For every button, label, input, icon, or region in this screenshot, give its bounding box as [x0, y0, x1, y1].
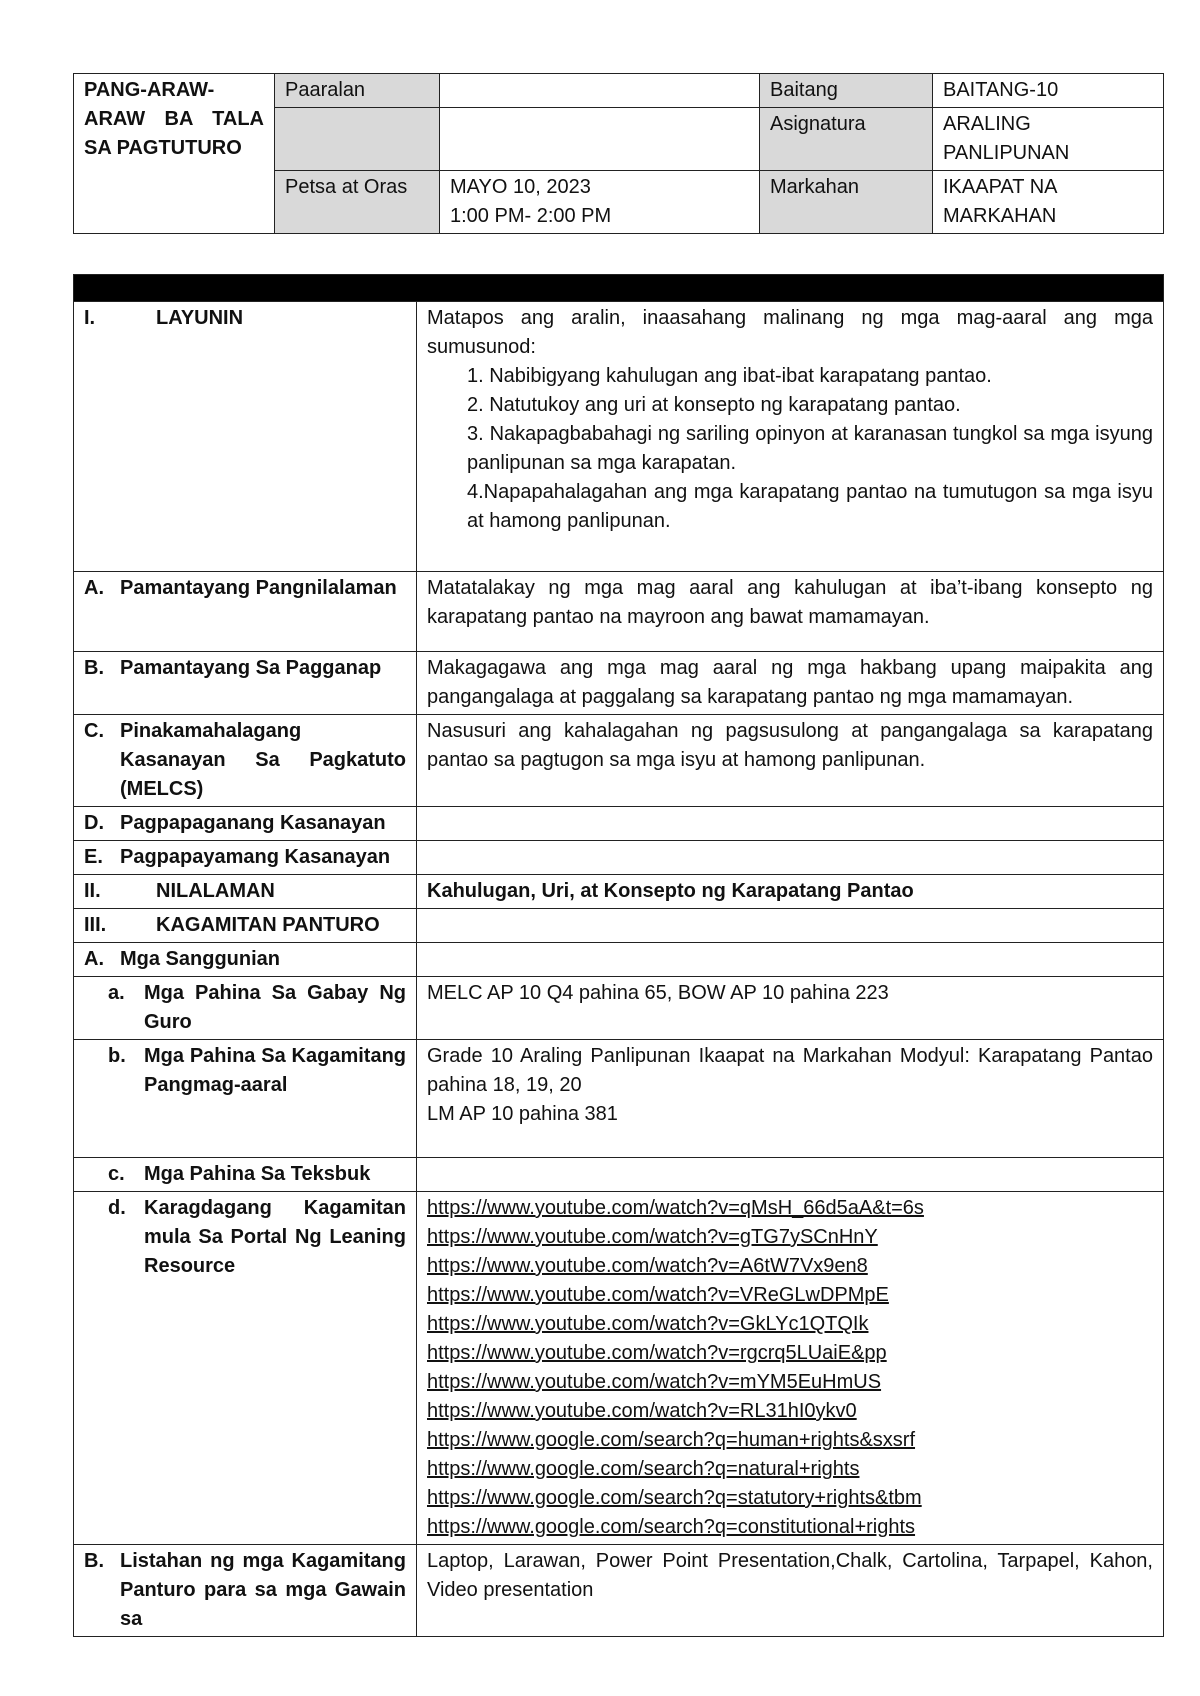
objective-item: 4.Napapahalagahan ang mga karapatang pantao na tumutugon sa mga isyu at hamong panlipunan. — [467, 481, 1153, 532]
kagamitan-label: KAGAMITAN PANTURO — [156, 914, 380, 936]
sub-label: Mga Pahina Sa Kagamitang Pangmag-aaral — [144, 1045, 406, 1096]
row-label: Pagpapayamang Kasanayan — [120, 846, 391, 868]
resource-link[interactable]: https://www.google.com/search?q=constitutional+rights — [427, 1516, 916, 1538]
row-c-value: Nasusuri ang kahalagahan ng pagsusulong at pangangalaga sa karapatang pantao sa pagtugon sa mga isyu at hamong panlipunan. — [417, 715, 1164, 807]
row-letter: D. — [84, 812, 104, 834]
paaralan-label: Paaralan — [275, 74, 440, 108]
header-table — [73, 73, 1164, 234]
petsa-date: MAYO 10, 2023 — [450, 176, 591, 198]
resource-link[interactable]: https://www.google.com/search?q=natural+rights — [427, 1458, 860, 1480]
sub-letter: d. — [108, 1197, 126, 1219]
row-label: Mga Sanggunian — [120, 948, 280, 970]
lesson-plan-table — [73, 274, 1164, 1637]
layunin-label-cell — [74, 302, 417, 572]
sub-label: Mga Pahina Sa Teksbuk — [144, 1163, 371, 1185]
row-letter: B. — [84, 657, 104, 679]
document-title: PANG-ARAW-ARAW BA TALA SA PAGTUTURO — [74, 74, 275, 234]
row-e-value — [417, 841, 1164, 875]
row-letter: A. — [84, 577, 104, 599]
row-label: Pinakamahalagang Kasanayan Sa Pagkatuto (MELCS) — [120, 720, 406, 800]
sub-letter: c. — [108, 1163, 125, 1185]
resource-link[interactable]: https://www.google.com/search?q=statutory+rights&tbm — [427, 1487, 922, 1509]
row-a-label-cell — [74, 572, 417, 652]
resource-link[interactable]: https://www.youtube.com/watch?v=qMsH_66d5aA&t=6s — [427, 1197, 924, 1219]
row-d-label-cell — [74, 807, 417, 841]
sub-b-value-line: LM AP 10 pahina 381 — [427, 1103, 618, 1125]
sub-letter: a. — [108, 982, 125, 1004]
sub-b-value-line: Grade 10 Araling Panlipunan Ikaapat na Markahan Modyul: Karapatang Pantao pahina 18, 19, 20 — [427, 1045, 1153, 1096]
row-letter: B. — [84, 1550, 104, 1572]
resource-link[interactable]: https://www.youtube.com/watch?v=rgcrq5LUaiE&pp — [427, 1342, 887, 1364]
row-e-label-cell — [74, 841, 417, 875]
sub-b-value — [417, 1040, 1164, 1158]
objective-item: 1. Nabibigyang kahulugan ang ibat-ibat karapatang pantao. — [467, 365, 992, 387]
sub-a-label-cell — [74, 977, 417, 1040]
row-d-value — [417, 807, 1164, 841]
row-a-value: Matatalakay ng mga mag aaral ang kahulugan at iba’t-ibang konsepto ng karapatang pantao na mayroon ang bawat mamamayan. — [417, 572, 1164, 652]
sub-label: Mga Pahina Sa Gabay Ng Guro — [144, 982, 406, 1033]
listahan-value: Laptop, Larawan, Power Point Presentation,Chalk, Cartolina, Tarpapel, Kahon, Video presentation — [417, 1545, 1164, 1637]
kagamitan-label-cell — [74, 909, 417, 943]
asignatura-value: ARALING PANLIPUNAN — [933, 108, 1164, 171]
row-b-value: Makagagawa ang mga mag aaral ng mga hakbang upang maipakita ang pangangalaga at paggalang sa karapatang pantao ng mga mamamayan. — [417, 652, 1164, 715]
paaralan-value — [440, 74, 760, 108]
nilalaman-label-cell — [74, 875, 417, 909]
row-letter: A. — [84, 948, 104, 970]
baitang-label: Baitang — [760, 74, 933, 108]
sub-a-value: MELC AP 10 Q4 pahina 65, BOW AP 10 pahina 223 — [417, 977, 1164, 1040]
resource-link[interactable]: https://www.youtube.com/watch?v=GkLYc1QTQIk — [427, 1313, 869, 1335]
asignatura-label: Asignatura — [760, 108, 933, 171]
row-label: Pamantayang Sa Pagganap — [120, 657, 382, 679]
black-header-bar — [74, 275, 1164, 302]
sub-c-label-cell — [74, 1158, 417, 1192]
empty-grey-cell — [275, 108, 440, 171]
row-b-label-cell — [74, 652, 417, 715]
resource-link[interactable]: https://www.youtube.com/watch?v=gTG7ySCnHnY — [427, 1226, 878, 1248]
resource-link[interactable]: https://www.youtube.com/watch?v=RL31hI0ykv0 — [427, 1400, 857, 1422]
sanggunian-label-cell — [74, 943, 417, 977]
sanggunian-value — [417, 943, 1164, 977]
resource-link[interactable]: https://www.youtube.com/watch?v=mYM5EuHmUS — [427, 1371, 882, 1393]
sub-b-label-cell — [74, 1040, 417, 1158]
resource-link[interactable]: https://www.youtube.com/watch?v=A6tW7Vx9en8 — [427, 1255, 868, 1277]
markahan-value: IKAAPAT NA MARKAHAN — [933, 171, 1164, 234]
resource-link[interactable]: https://www.google.com/search?q=human+rights&sxsrf — [427, 1429, 916, 1451]
nilalaman-value: Kahulugan, Uri, at Konsepto ng Karapatang Pantao — [417, 875, 1164, 909]
layunin-label: LAYUNIN — [156, 307, 244, 329]
nilalaman-label: NILALAMAN — [156, 880, 275, 902]
objective-item: 3. Nakapagbabahagi ng sariling opinyon at karanasan tungkol sa mga isyung panlipunan sa mga karapatan. — [467, 423, 1153, 474]
objectives-list — [427, 362, 1153, 536]
resource-links — [417, 1192, 1164, 1545]
kagamitan-value — [417, 909, 1164, 943]
petsa-value — [440, 171, 760, 234]
roman-numeral: III. — [84, 914, 107, 936]
layunin-content — [417, 302, 1164, 572]
sub-c-value — [417, 1158, 1164, 1192]
row-label: Pamantayang Pangnilalaman — [120, 577, 397, 599]
baitang-value: BAITANG-10 — [933, 74, 1164, 108]
objective-item: 2. Natutukoy ang uri at konsepto ng karapatang pantao. — [467, 394, 961, 416]
sub-letter: b. — [108, 1045, 126, 1067]
listahan-label-cell — [74, 1545, 417, 1637]
row-label: Listahan ng mga Kagamitang Panturo para sa mga Gawain sa — [120, 1550, 406, 1630]
roman-numeral: II. — [84, 880, 101, 902]
petsa-time: 1:00 PM- 2:00 PM — [450, 205, 612, 227]
layunin-intro: Matapos ang aralin, inaasahang malinang ng mga mag-aaral ang mga sumusunod: — [427, 307, 1153, 358]
row-label: Pagpapaganang Kasanayan — [120, 812, 386, 834]
roman-numeral: I. — [84, 307, 96, 329]
sub-label: Karagdagang Kagamitan mula Sa Portal Ng Leaning Resource — [144, 1197, 406, 1277]
row-letter: C. — [84, 720, 104, 742]
row-letter: E. — [84, 846, 103, 868]
petsa-label: Petsa at Oras — [275, 171, 440, 234]
row-c-label-cell — [74, 715, 417, 807]
resource-link[interactable]: https://www.youtube.com/watch?v=VReGLwDPMpE — [427, 1284, 889, 1306]
sub-d-label-cell — [74, 1192, 417, 1545]
markahan-label: Markahan — [760, 171, 933, 234]
empty-cell — [440, 108, 760, 171]
